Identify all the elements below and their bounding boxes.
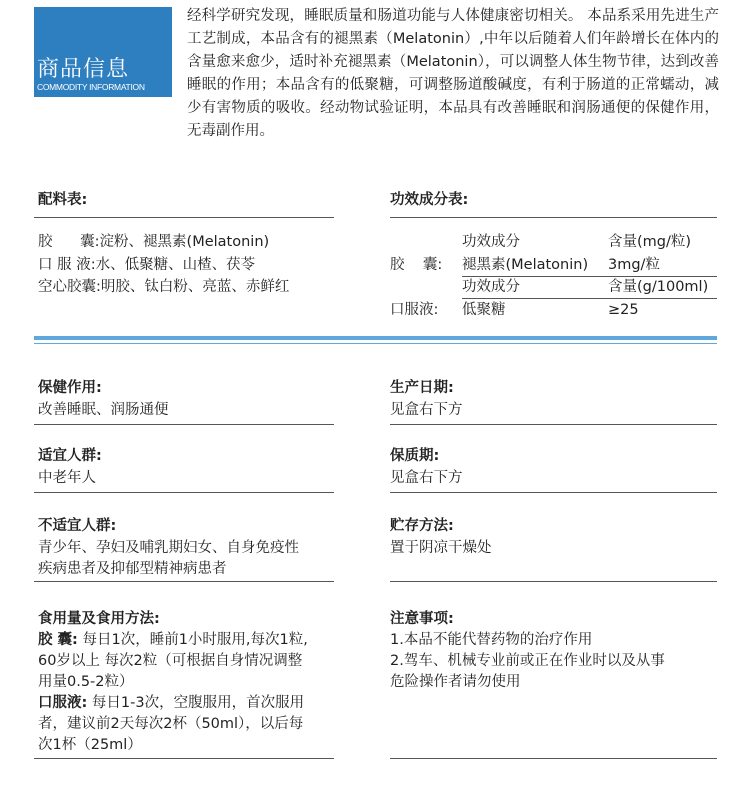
- notes-line1: 1.本品不能代替药物的治疗作用: [390, 632, 593, 648]
- efficacy-capsule-name: 褪黑素(Melatonin): [462, 257, 589, 273]
- efficacy-capsule-header-name: 功效成分: [462, 234, 520, 250]
- shelf-life-rule: [390, 492, 717, 493]
- notes-title: 注意事项:: [390, 611, 454, 627]
- ingredient-row-capsule: [38, 231, 269, 253]
- production-date-value: 见盒右下方: [390, 402, 463, 418]
- section-divider: [34, 336, 717, 340]
- efficacy-liquid-header-name: 功效成分: [462, 279, 520, 295]
- efficacy-liquid-name: 低聚糖: [462, 302, 506, 318]
- suitable-value: 中老年人: [38, 470, 96, 486]
- shelf-life-value: 见盒右下方: [390, 470, 463, 486]
- efficacy-capsule-header-amount: 含量(mg/粒): [608, 234, 692, 250]
- dosage-capsule-line1: [38, 629, 308, 651]
- dosage-capsule-line3: 用量0.5-2粒）: [38, 674, 134, 690]
- unsuitable-line2: 疾病患者及抑郁型精神病患者: [38, 561, 227, 577]
- intro-paragraph: 经科学研究发现，睡眠质量和肠道功能与人体健康密切相关。 本品系采用先进生产工艺制成，本品含有的褪黑素（Melatonin）,中年以后随着人们年龄增长在体内的含量愈来愈少，适时补充褪黑素（Melatonin），可以调整人体生物节律，达到改善睡眠的作用；本品含有的低聚糖，可调整肠道酸碱度，有利于肠道的正常蠕动，减少有害物质的吸收。经动物试验证明，本品具有改善睡眠和润肠通便的保健作用，无毒副作用。: [187, 8, 719, 139]
- health-function-rule: [34, 424, 334, 425]
- dosage-title: 食用量及食用方法:: [38, 611, 160, 627]
- ingredients-title: 配料表:: [38, 192, 88, 208]
- dosage-liquid-line1: [38, 692, 304, 714]
- efficacy-liquid-label: 口服液:: [390, 302, 439, 318]
- unsuitable-rule: [34, 581, 334, 582]
- dosage-liquid-line3: 次1杯（25ml）: [38, 737, 142, 753]
- ingredient-value: 水、低聚糖、山楂、茯苓: [95, 257, 256, 273]
- dosage-capsule-text1: 每日1次，睡前1小时服用,每次1粒,: [82, 632, 308, 648]
- shelf-life-title: 保质期:: [390, 448, 440, 464]
- dosage-liquid-line2: 者，建议前2天每次2杯（50ml），以后每: [38, 716, 304, 732]
- efficacy-liquid-amount: ≥25: [608, 302, 639, 318]
- ingredient-value: 明胶、钛白粉、亮蓝、赤鲜红: [100, 279, 290, 295]
- unsuitable-title: 不适宜人群:: [38, 518, 117, 534]
- notes-line3: 危险操作者请勿使用: [390, 674, 521, 690]
- storage-value: 置于阴凉干燥处: [390, 540, 492, 556]
- efficacy-liquid-header-amount: 含量(g/100ml): [608, 279, 709, 295]
- ingredient-value: 淀粉、褪黑素(Melatonin): [99, 234, 270, 250]
- dosage-liquid-text1: 每日1-3次，空腹服用，首次服用: [91, 695, 305, 711]
- storage-rule: [390, 581, 717, 582]
- dosage-capsule-line2: 60岁以上 每次2粒（可根据自身情况调整: [38, 653, 303, 669]
- dosage-liquid-label: 口服液:: [38, 695, 88, 711]
- efficacy-capsule-amount: 3mg/粒: [608, 257, 660, 273]
- ingredient-label: 胶 囊:: [38, 234, 100, 250]
- efficacy-capsule-label: 胶 囊:: [390, 257, 443, 273]
- ingredient-label: 空心胶囊:: [38, 279, 101, 295]
- ingredient-row-shell: [38, 276, 289, 298]
- commodity-info-badge: [34, 7, 172, 97]
- dosage-capsule-label: 胶 囊:: [38, 632, 78, 648]
- suitable-title: 适宜人群:: [38, 448, 102, 464]
- dosage-rule: [34, 758, 334, 759]
- suitable-rule: [34, 492, 334, 493]
- notes-line2: 2.驾车、机械专业前或正在作业时以及从事: [390, 653, 665, 669]
- badge-title: 商品信息: [37, 57, 130, 82]
- notes-rule: [390, 758, 717, 759]
- production-date-title: 生产日期:: [390, 380, 454, 396]
- production-date-rule: [390, 424, 717, 425]
- ingredients-rule: [34, 217, 334, 218]
- efficacy-title: 功效成分表:: [390, 192, 469, 208]
- storage-title: 贮存方法:: [390, 518, 454, 534]
- health-function-value: 改善睡眠、润肠通便: [38, 402, 169, 418]
- unsuitable-line1: 青少年、孕妇及哺乳期妇女、自身免疫性: [38, 540, 299, 556]
- ingredient-label: 口 服 液:: [38, 257, 96, 273]
- section-divider-thin: [34, 343, 717, 344]
- efficacy-rule: [390, 217, 717, 218]
- badge-subtitle: COMMODITY INFORMATION: [37, 82, 145, 92]
- health-function-title: 保健作用:: [38, 380, 102, 396]
- ingredient-row-liquid: [38, 254, 255, 276]
